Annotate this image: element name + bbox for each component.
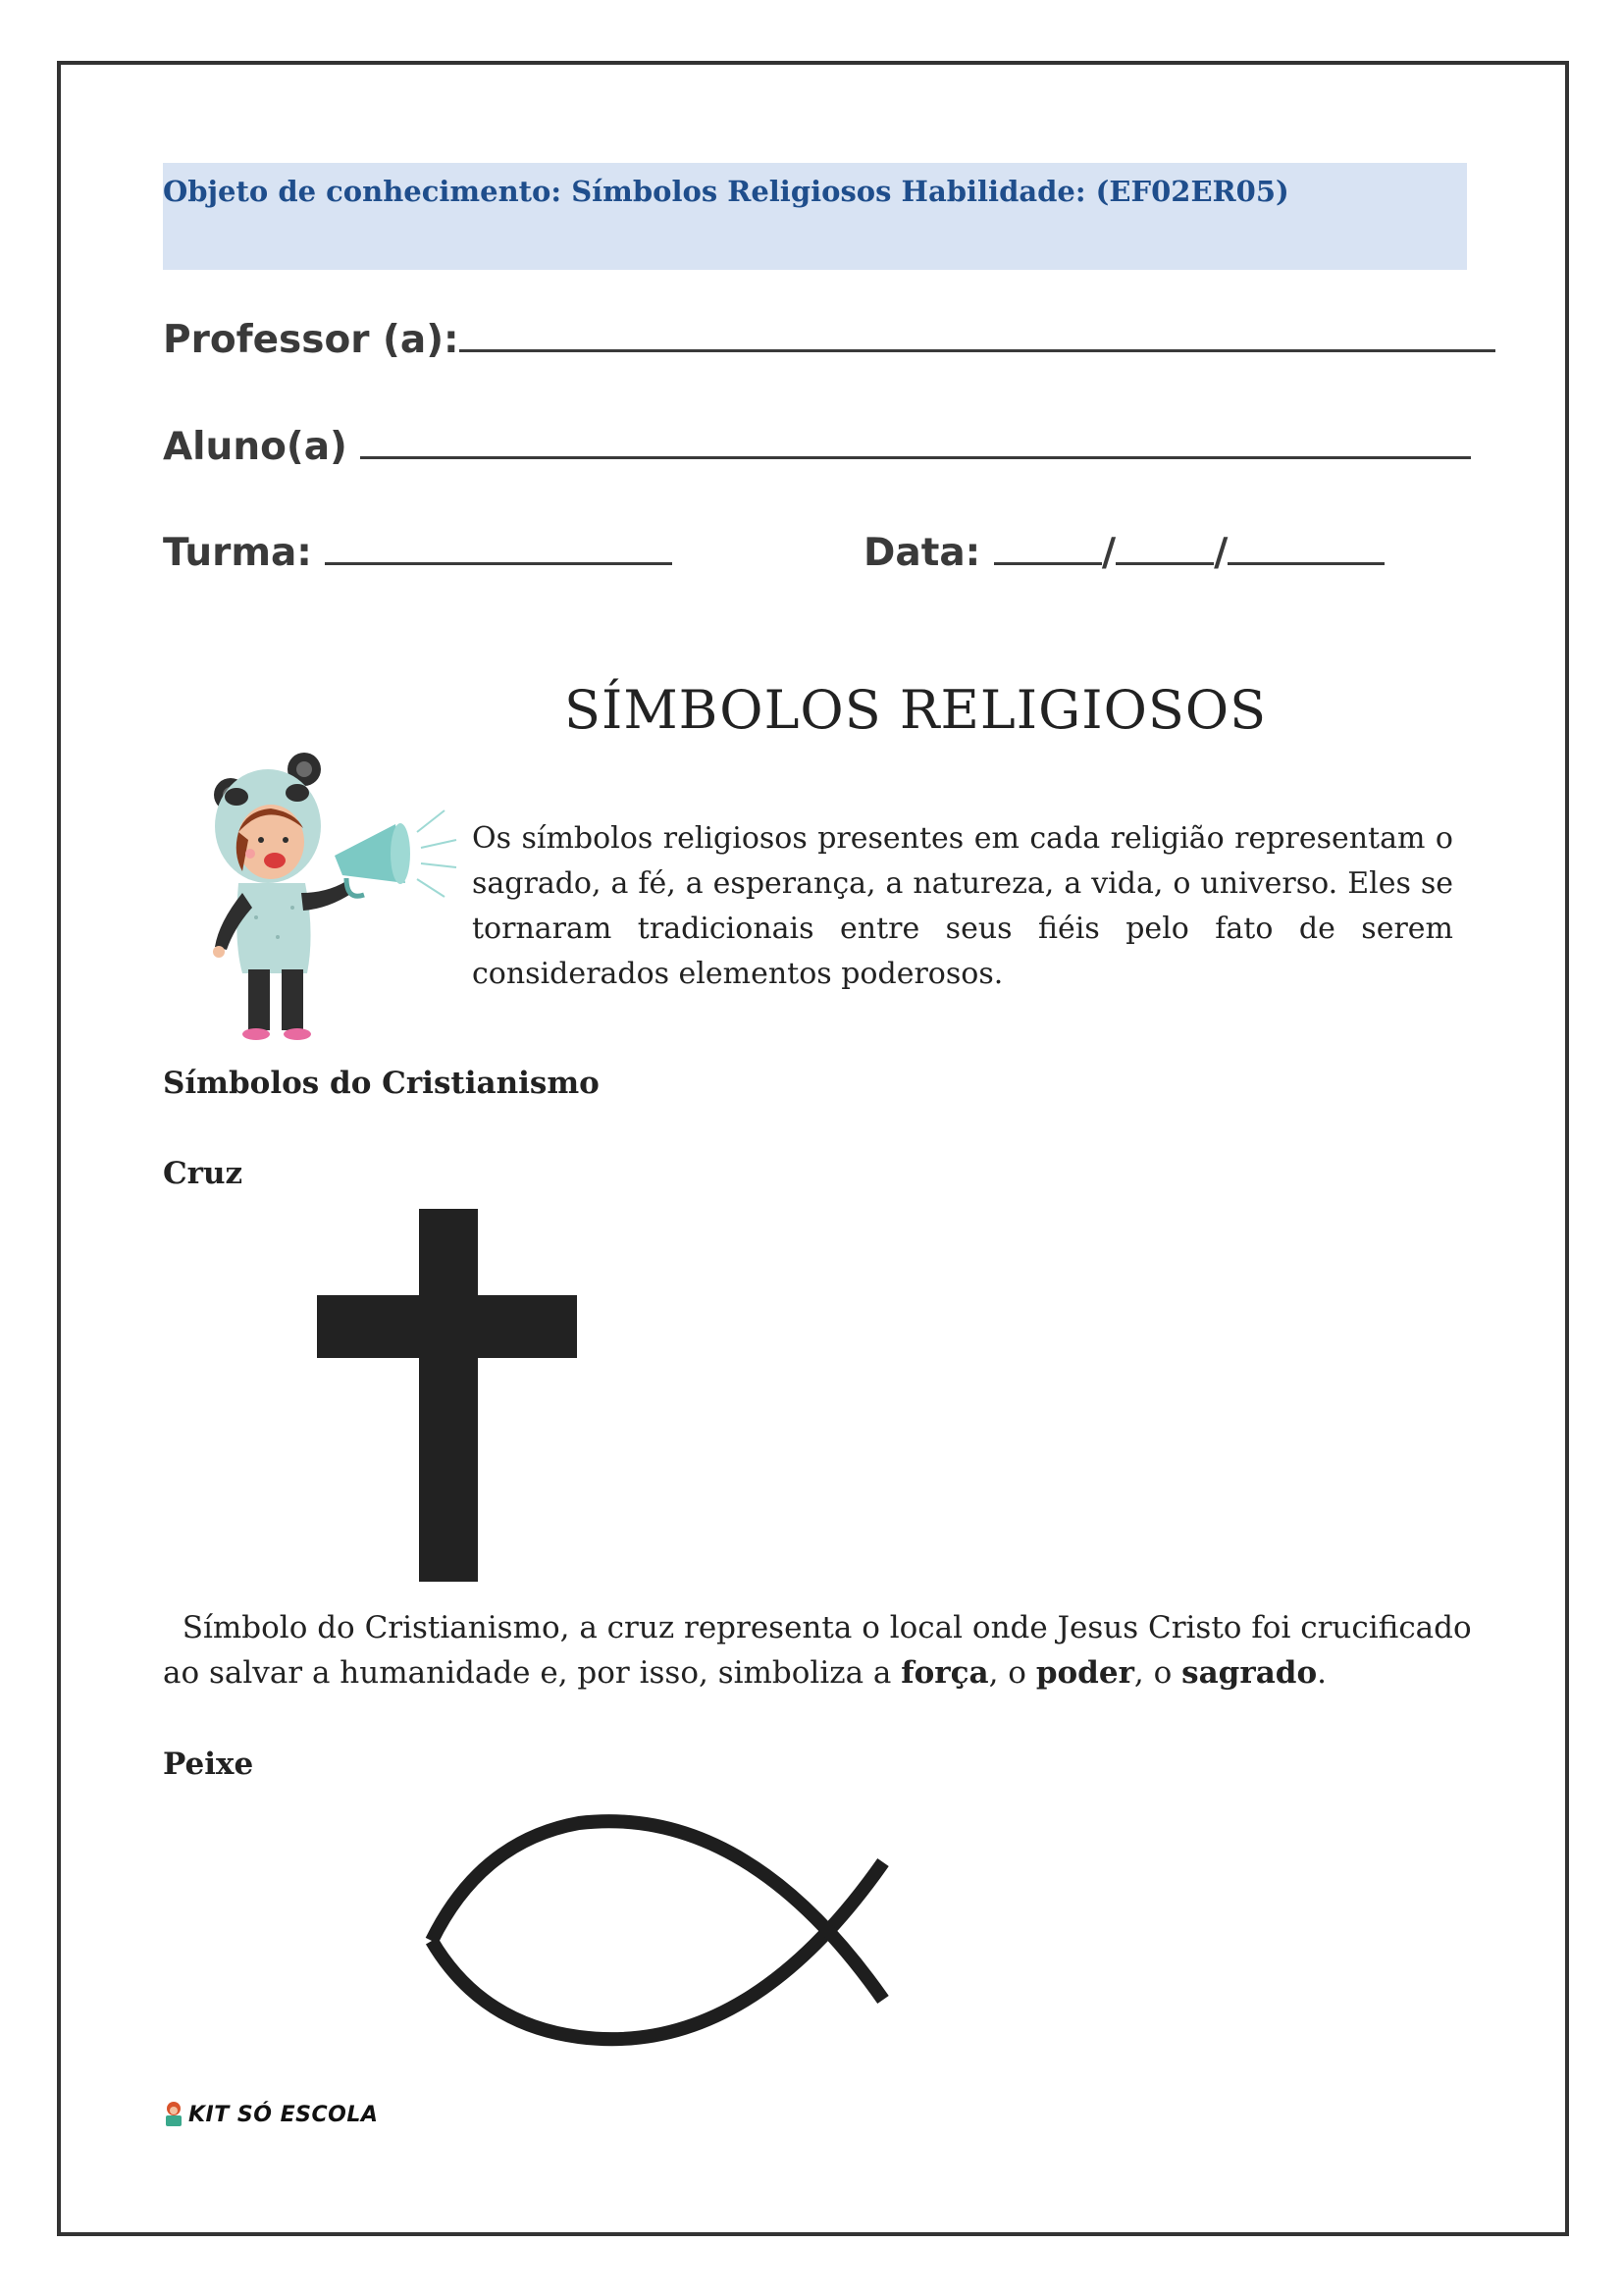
date-year-blank[interactable]	[1228, 527, 1385, 565]
word-strength: força	[901, 1655, 989, 1691]
class-field	[163, 527, 672, 575]
date-separator: /	[1214, 531, 1229, 575]
student-label: Aluno(a)	[163, 425, 347, 469]
date-month-blank[interactable]	[1116, 527, 1214, 565]
knowledge-object-header: Objeto de conhecimento: Símbolos Religiosos Habilidade: (EF02ER05)	[163, 175, 1289, 208]
date-label: Data:	[863, 531, 981, 575]
cross-description	[163, 1605, 1473, 1696]
teacher-blank-line[interactable]	[459, 314, 1495, 352]
teacher-field	[163, 314, 1495, 362]
cross-heading: Cruz	[163, 1156, 243, 1191]
date-field	[863, 527, 1385, 575]
page-title: SÍMBOLOS RELIGIOSOS	[564, 679, 1268, 741]
christian-cross-icon	[317, 1209, 577, 1586]
word-power: poder	[1035, 1655, 1134, 1691]
fish-heading: Peixe	[163, 1747, 254, 1782]
student-blank-line[interactable]	[360, 421, 1471, 459]
brand-logo-text: KIT SÓ ESCOLA	[188, 2102, 379, 2127]
student-logo-icon	[163, 2101, 184, 2128]
child-megaphone-icon	[199, 746, 464, 1054]
class-label: Turma:	[163, 531, 312, 575]
brand-logo	[163, 2101, 378, 2128]
section-title: Símbolos do Cristianismo	[163, 1066, 600, 1101]
cross-sep-2: , o	[1133, 1655, 1182, 1691]
date-day-blank[interactable]	[994, 527, 1102, 565]
cross-sep-1: , o	[988, 1655, 1036, 1691]
date-separator: /	[1101, 531, 1117, 575]
ichthys-fish-icon	[422, 1813, 893, 2053]
student-field	[163, 421, 1471, 469]
cross-text-before: Símbolo do Cristianismo, a cruz representa o local onde Jesus Cristo foi crucificado ao salvar a humanidade e, por isso, simboliza a	[163, 1610, 1472, 1691]
cross-end: .	[1317, 1655, 1327, 1691]
class-blank-line[interactable]	[325, 527, 672, 565]
teacher-label: Professor (a):	[163, 318, 459, 362]
intro-paragraph: Os símbolos religiosos presentes em cada religião representam o sagrado, a fé, a esperança, a natureza, a vida, o universo. Eles se tornaram tradicionais entre seus fiéis pelo fato de serem considerados elementos poderosos.	[472, 821, 1453, 991]
word-sacred: sagrado	[1181, 1655, 1318, 1691]
